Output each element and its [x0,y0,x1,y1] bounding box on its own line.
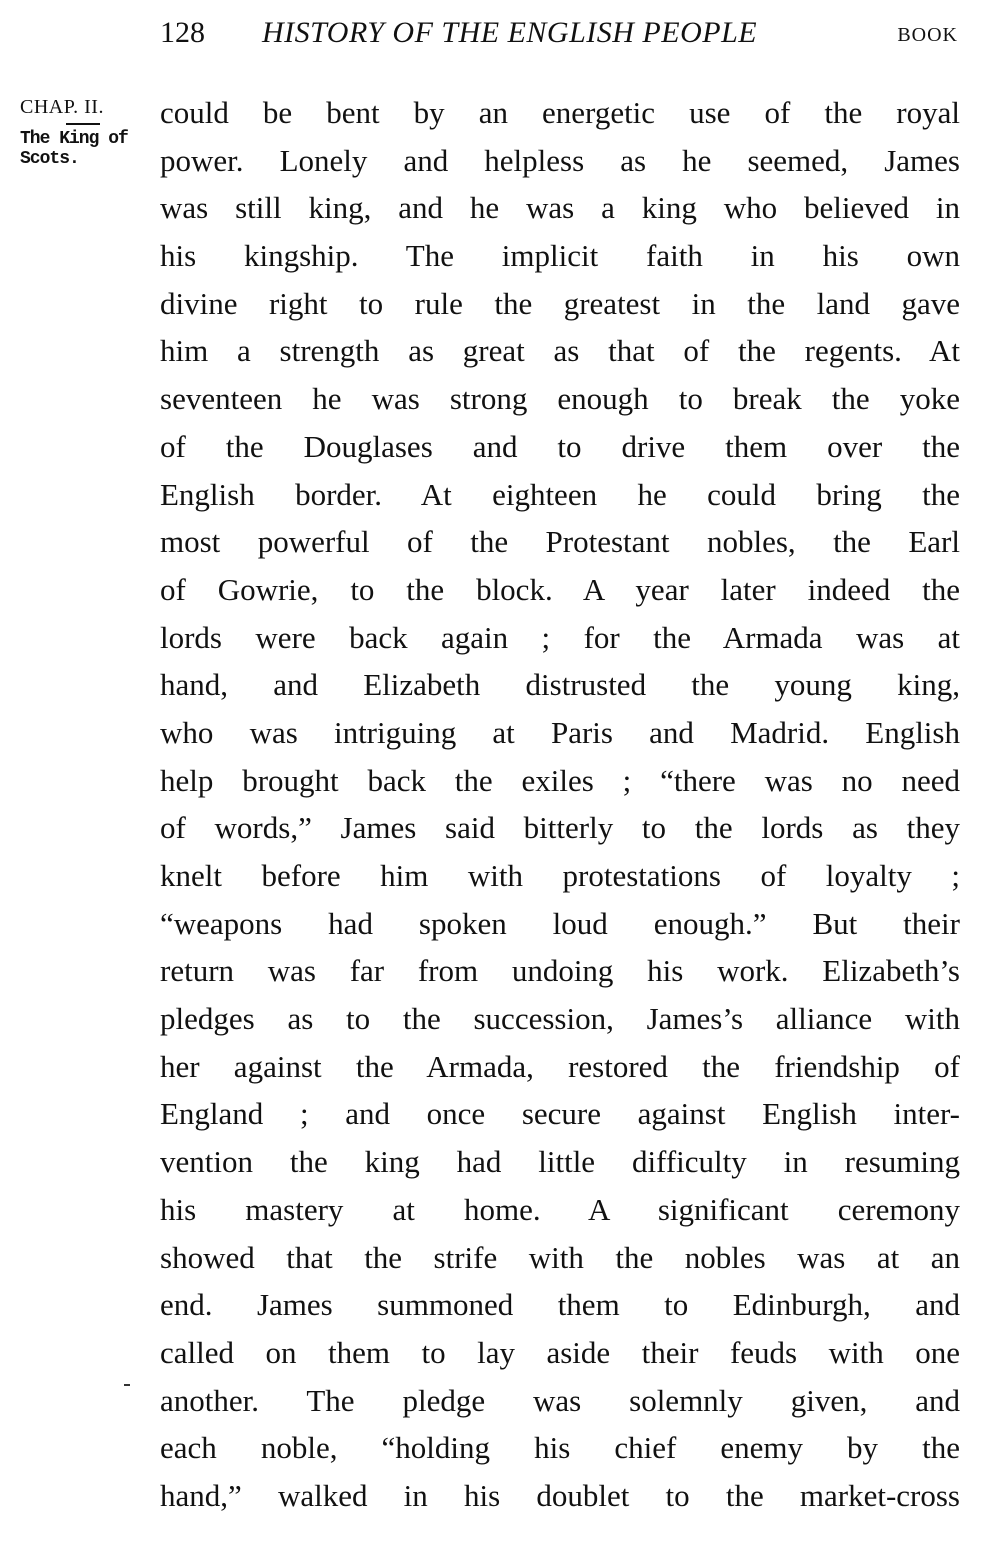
stray-ink-mark [124,1384,130,1386]
text-line: vention the king had little difficulty in resuming [160,1144,960,1180]
text-line: her against the Armada, restored the friendship of [160,1048,960,1084]
margin-notes [20,96,136,169]
text-line: him a strength as great as that of the regents. At [160,333,960,369]
text-line: England ; and once secure against English inter- [160,1096,960,1132]
page-header [0,0,1000,70]
text-line: could be bent by an energetic use of the royal [160,95,960,130]
text-line: most powerful of the Protestant nobles, the Earl [160,524,960,560]
text-line: of Gowrie, to the block. A year later indeed the [160,571,960,607]
text-line: hand,” walked in his doublet to the market-cross [160,1477,960,1513]
text-line: help brought back the exiles ; “there was no need [160,762,960,798]
text-line: end. James summoned them to Edinburgh, and [160,1287,960,1323]
text-line: each noble, “holding his chief enemy by the [160,1430,960,1466]
text-line: his kingship. The implicit faith in his own [160,238,960,274]
text-line: seventeen he was strong enough to break the yoke [160,381,960,417]
margin-rule [66,123,100,125]
body-text [160,89,960,1520]
section-label: BOOK [897,24,958,46]
text-line: hand, and Elizabeth distrusted the young king, [160,667,960,703]
sidenote: The King of Scots. [20,129,128,169]
text-line: “weapons had spoken loud enough.” But their [160,905,960,941]
text-line: showed that the strife with the nobles was at an [160,1239,960,1275]
text-line: of words,” James said bitterly to the lords as they [160,810,960,846]
text-line: who was intriguing at Paris and Madrid. English [160,714,960,750]
text-line: knelt before him with protestations of loyalty ; [160,858,960,893]
text-line: return was far from undoing his work. Elizabeth’s [160,953,960,989]
page-number: 128 [160,16,205,49]
running-title: HISTORY OF THE ENGLISH PEOPLE [262,16,758,49]
chapter-label: CHAP. II. [20,96,104,118]
text-line: was still king, and he was a king who believed in [160,190,960,226]
text-line: of the Douglases and to drive them over the [160,428,960,464]
text-line: power. Lonely and helpless as he seemed, James [160,142,960,178]
text-line: another. The pledge was solemnly given, and [160,1382,960,1418]
text-line: English border. At eighteen he could bring the [160,476,960,512]
text-line: called on them to lay aside their feuds with one [160,1334,960,1370]
text-line: divine right to rule the greatest in the land gave [160,285,960,321]
text-line: pledges as to the succession, James’s alliance with [160,1001,960,1037]
text-line: lords were back again ; for the Armada was at [160,619,960,655]
text-line: his mastery at home. A significant ceremony [160,1191,960,1227]
